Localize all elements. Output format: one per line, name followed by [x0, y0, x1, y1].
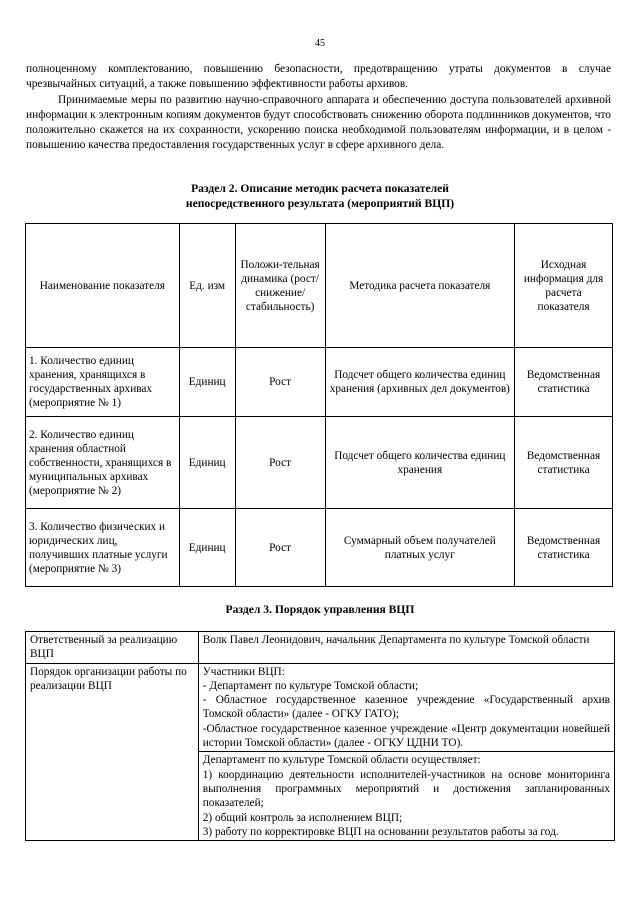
- table-row: [26, 509, 613, 587]
- header-name: Наименование показателя: [26, 224, 180, 348]
- table-row: [26, 348, 613, 417]
- participants-cell: [198, 663, 614, 752]
- row-2-name: 2. Количество единиц хранения областной собственности, хранящихся в муниципальных архивах (мероприятие № 2): [26, 417, 180, 509]
- row-1-name: 1. Количество единиц хранения, хранящихся в государственных архивах (мероприятие № 1): [26, 348, 180, 417]
- section-3-heading: Раздел 3. Порядок управления ВЦП: [225, 603, 415, 616]
- section-2-heading: [0, 181, 640, 211]
- page-number: 45: [315, 38, 325, 49]
- row-3-unit: Единиц: [179, 509, 235, 587]
- responsible-value: Волк Павел Леонидович, начальник Департамента по культуре Томской области: [198, 632, 614, 664]
- row-3-name: 3. Количество физических и юридических лиц, получивших платные услуги (мероприятие № 3): [26, 509, 180, 587]
- row-1-unit: Единиц: [179, 348, 235, 417]
- header-source: Исходная информация для расчета показателя: [515, 224, 613, 348]
- table-row: [26, 632, 615, 664]
- row-1-source: Ведомственная статистика: [515, 348, 613, 417]
- management-table: [25, 631, 615, 841]
- duties-line: Департамент по культуре Томской области осуществляет:: [202, 754, 481, 767]
- table-header-row: [26, 224, 613, 348]
- row-1-method: Подсчет общего количества единиц хранения (архивных дел документов): [325, 348, 514, 417]
- department-duties-cell: [198, 752, 614, 841]
- organization-label: Порядок организации работы по реализации ВЦП: [26, 663, 199, 841]
- row-3-method: Суммарный объем получателей платных услуг: [325, 509, 514, 587]
- row-2-unit: Единиц: [179, 417, 235, 509]
- indicators-table: [25, 223, 613, 587]
- row-2-dynamics: Рост: [235, 417, 325, 509]
- paragraph-1: полноценному комплектованию, повышению безопасности, предотвращению утраты документов в случае чрезвычайных ситуаций, а также повышению эффективности работы архивов.: [26, 63, 611, 91]
- duties-line: 2) общий контроль за исполнением ВЦП;: [202, 811, 403, 824]
- row-1-dynamics: Рост: [235, 348, 325, 417]
- row-3-dynamics: Рост: [235, 509, 325, 587]
- header-unit: Ед. изм: [179, 224, 235, 348]
- participants-line: - Департамент по культуре Томской области;: [202, 679, 419, 692]
- row-3-source: Ведомственная статистика: [515, 509, 613, 587]
- paragraph-2: Принимаемые меры по развитию научно-справочного аппарата и обеспечению доступа пользователей архивной информации к электронным копиям документов будут способствовать снижению оборота подлинников документов, что положительно скажется на их сохранности, ускорению поиска необходимой пользователям информации, и в целом - повышению качества предоставления государственных услуг в сфере архивного дела.: [26, 94, 611, 152]
- duties-line: 3) работу по корректировке ВЦП на основании результатов работы за год.: [202, 825, 559, 838]
- participants-line: - Областное государственное казенное учреждение «Государственный архив Томской области» (далее - ОГКУ ГАТО);: [202, 694, 610, 721]
- section-2-title-line-1: Раздел 2. Описание методик расчета показателей: [191, 182, 449, 195]
- responsible-label: Ответственный за реализацию ВЦП: [26, 632, 199, 664]
- header-dynamics: Положи-тельная динамика (рост/ снижение/ стабильность): [235, 224, 325, 348]
- row-2-method: Подсчет общего количества единиц хранения: [325, 417, 514, 509]
- duties-line: 1) координацию деятельности исполнителей-участников на основе мониторинга выполнения программных мероприятий и достижения запланированных показателей;: [202, 768, 610, 810]
- row-2-source: Ведомственная статистика: [515, 417, 613, 509]
- table-row: [26, 663, 615, 752]
- header-method: Методика расчета показателя: [325, 224, 514, 348]
- table-row: [26, 417, 613, 509]
- participants-line: Участники ВЦП:: [202, 665, 285, 678]
- section-2-title-line-2: непосредственного результата (мероприятий ВЦП): [185, 197, 455, 210]
- participants-line: -Областное государственное казенное учреждение «Центр документации новейшей истории Томской области» (далее - ОГКУ ЦДНИ ТО).: [202, 722, 610, 750]
